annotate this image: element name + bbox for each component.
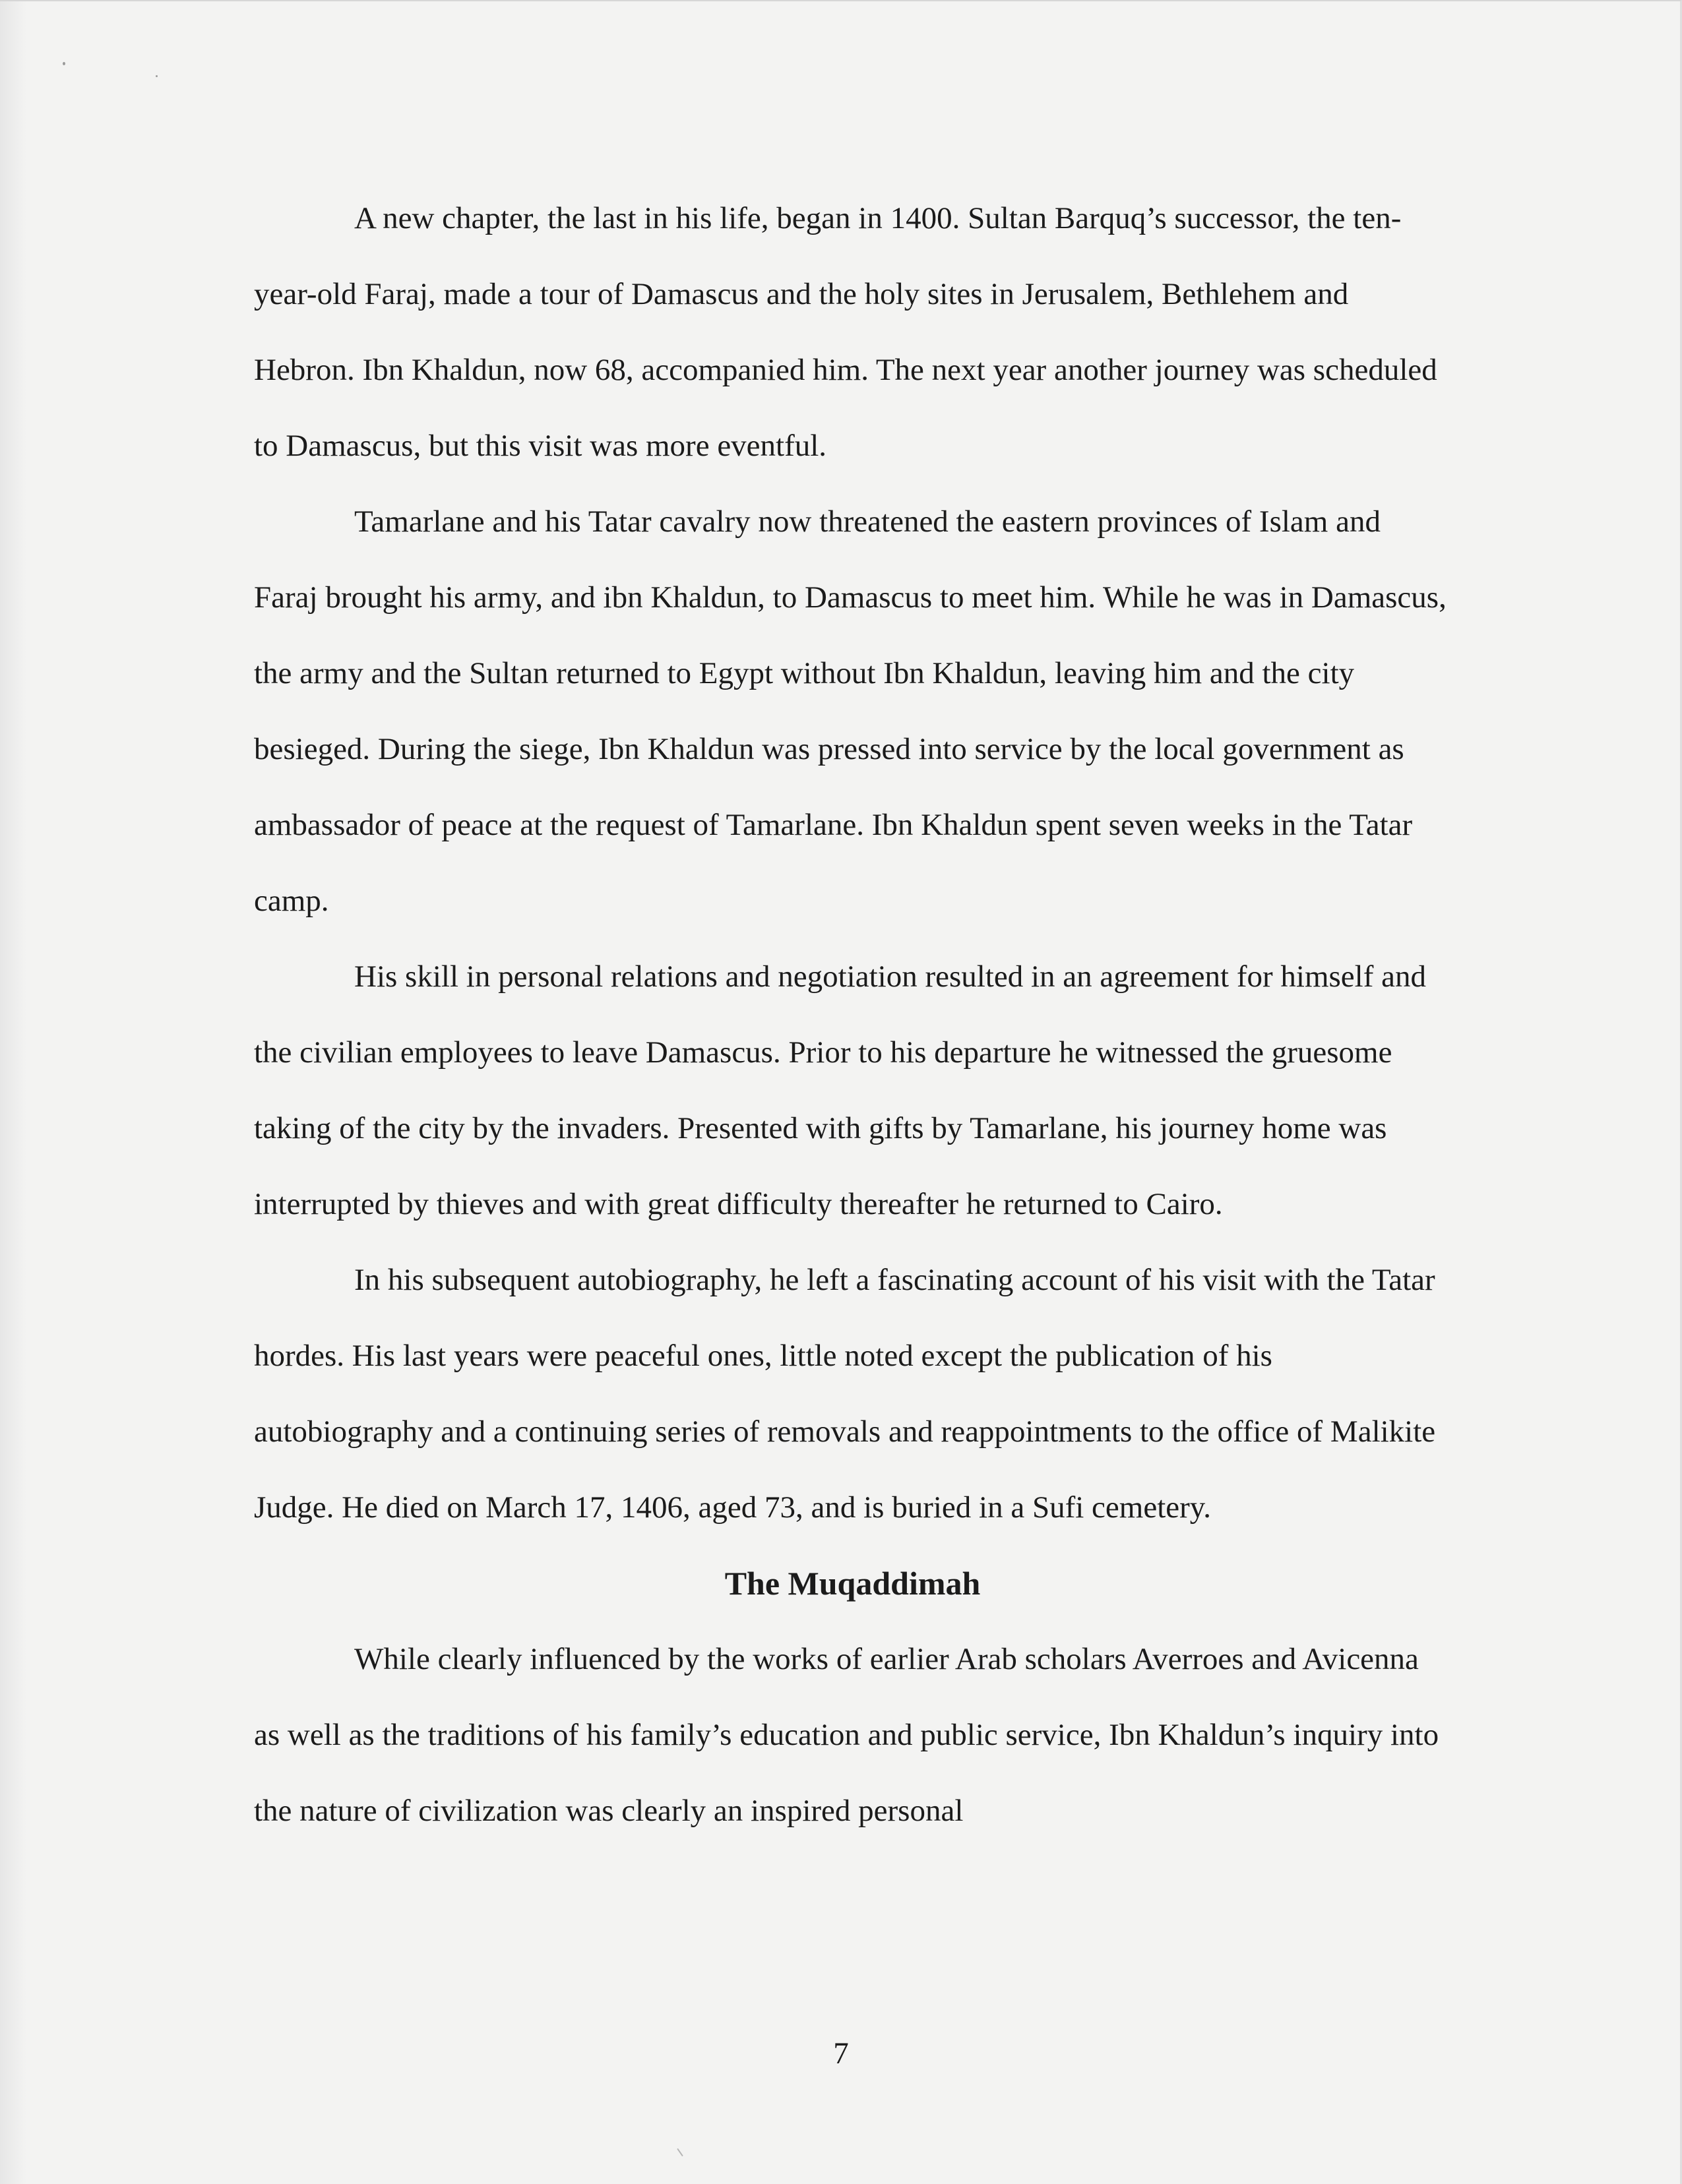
scan-speck <box>677 2148 683 2157</box>
section-heading: The Muqaddimah <box>724 1565 981 1602</box>
paragraph: His skill in personal relations and negotiation resulted in an agreement for himself and the civilian employees to leave Damascus. Prior to his departure he witnessed the gruesome taking of the city by the invaders. Presented with gifts by Tamarlane, his journey home was interrupted by thieves and with great difficulty thereafter he returned to Cairo. <box>254 959 1426 1221</box>
scan-speck <box>156 75 158 77</box>
scan-speck <box>63 62 65 65</box>
page-number: 7 <box>833 2036 849 2071</box>
paragraph: A new chapter, the last in his life, began in 1400. Sultan Barquq’s successor, the ten-year-old Faraj, made a tour of Damascus and the holy sites in Jerusalem, Bethlehem and Hebron. Ibn Khaldun, now 68, accompanied him. The next year another journey was scheduled to Damascus, but this visit was more eventful. <box>254 201 1437 463</box>
document-body <box>254 181 1451 1849</box>
paragraph: While clearly influenced by the works of earlier Arab scholars Averroes and Avicenna as well as the traditions of his family’s education and public service, Ibn Khaldun’s inquiry into the nature of civilization was clearly an inspired personal <box>254 1642 1439 1828</box>
paragraph: In his subsequent autobiography, he left a fascinating account of his visit with the Tatar hordes. His last years were peaceful ones, little noted except the publication of his autobiography and a continuing series of removals and reappointments to the office of Malikite Judge. He died on March 17, 1406, aged 73, and is buried in a Sufi cemetery. <box>254 1263 1436 1525</box>
paragraph: Tamarlane and his Tatar cavalry now threatened the eastern provinces of Islam and Faraj brought his army, and ibn Khaldun, to Damascus to meet him. While he was in Damascus, the army and the Sultan returned to Egypt without Ibn Khaldun, leaving him and the city besieged. During the siege, Ibn Khaldun was pressed into service by the local government as ambassador of peace at the request of Tamarlane. Ibn Khaldun spent seven weeks in the Tatar camp. <box>254 504 1447 918</box>
scan-edge-shadow <box>0 1 26 2184</box>
